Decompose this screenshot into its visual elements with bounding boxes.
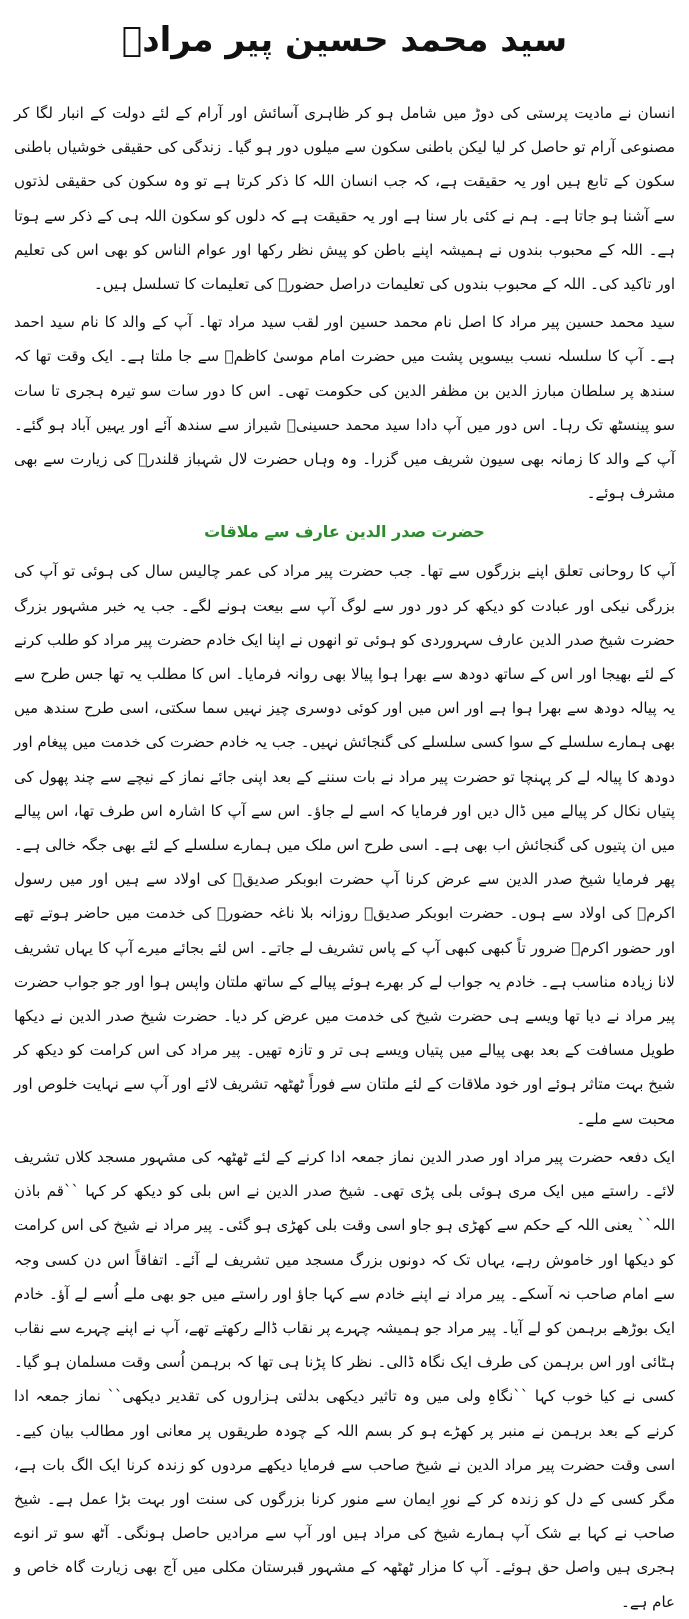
meeting-paragraph: آپ کا روحانی تعلق اپنے بزرگوں سے تھا۔ جب حضرت پیر مراد کی عمر چالیس سال کی ہوئی تو آپ کی بزرگی نیکی اور عبادت کو دیکھ کر دور دور سے لوگ آپ سے بیعت ہونے لگے۔ جب یہ خبر مشہور بزرگ حضرت شیخ صدر الدین عارف سہروردی کو ہوئی تو انھوں نے اپنا ایک خادم حضرت پیر مراد کو طلب کرنے کے لئے بھیجا اور اس کے ساتھ دودھ سے بھرا ہوا پیالا بھی روانہ فرمایا۔ اس کا مطلب یہ تھا جس طرح سے یہ پیالہ دودھ سے بھرا ہوا ہے اور اس میں اور کوئی دوسری چیز نہیں سما سکتی، اسی طرح سندھ میں بھی ہمارے سلسلے کے سوا کسی سلسلے کی گنجائش نہیں۔ جب یہ خادم حضرت کی خدمت میں پیغام اور دودھ کا پیالہ لے کر پہنچا تو حضرت پیر مراد نے بات سننے کے بعد اپنی جائے نماز کے نیچے سے چند پھول کی پتیاں نکال کر پیالے میں ڈال دیں اور فرمایا کہ اسے لے جاؤ۔ اس سے آپ کا اشارہ اس طرف تھا، اس پیالے میں ان پتیوں کی گنجائش اب بھی ہے۔ اسی طرح اس ملک میں ہمارے سلسلے کے لئے بھی جگہ خالی ہے۔ پھر فرمایا شیخ صدر الدین سے عرض کرنا آپ حضرت ابوبکر صدیقؓ کی اولاد سے ہیں اور میں رسول اکرمؐ کی اولاد سے ہوں۔ حضرت ابوبکر صدیقؓ روزانہ بلا ناغہ حضورؐ کی خدمت میں حاضر ہوتے تھے اور حضور اکرمؐ ضرور تاً کبھی کبھی آپ کے پاس تشریف لے جاتے۔ اس لئے بجائے میرے آپ کا یہاں تشریف لانا زیادہ مناسب ہے۔ خادم یہ جواب لے کر بھرے ہوئے پیالے کے ساتھ ملتان واپس ہوا اور جو جواب حضرت پیر مراد نے دیا تھا ویسے ہی حضرت شیخ کی خدمت میں عرض کر دیا۔ حضرت شیخ صدر الدین نے دیکھا طویل مسافت کے بعد بھی پیالے میں پتیاں ویسے ہی تر و تازہ تھیں۔ پیر مراد کی اس کرامت کو دیکھ کر شیخ بہت متاثر ہوئے اور خود ملاقات کے لئے ملتان سے فوراً ٹھٹھہ تشریف لائے اور آپ سے نہایت خلوص اور محبت سے ملے۔ [14, 562, 675, 1128]
intro-paragraph: انسان نے مادیت پرستی کی دوڑ میں شامل ہو کر ظاہری آسائش اور آرام کے لئے دولت کے انبار لگا کر مصنوعی آرام تو حاصل کر لیا لیکن باطنی سکون سے میلوں دور ہو گیا۔ زندگی کی حقیقی خوشیاں باطنی سکون کے تابع ہیں اور یہ حقیقت ہے، کہ جب انسان اللہ کا ذکر کرتا ہے تو وہ سکون کی حقیقی لذتوں سے آشنا ہو جاتا ہے۔ ہم نے کئی بار سنا ہے اور یہ حقیقت ہے کہ دلوں کو سکون اللہ ہی کے ذکر سے ہوتا ہے۔ اللہ کے محبوب بندوں نے ہمیشہ اپنے باطن کو پیش نظر رکھا اور عوام الناس کو بھی اس کی تعلیم اور تاکید کی۔ اللہ کے محبوب بندوں کی تعلیمات دراصل حضورؐ کی تعلیمات کا تسلسل ہیں۔ [14, 104, 675, 294]
section-heading: حضرت صدر الدین عارف سے ملاقات [204, 522, 485, 542]
conversion-paragraph: ایک دفعہ حضرت پیر مراد اور صدر الدین نماز جمعہ ادا کرنے کے لئے ٹھٹھہ کی مشہور مسجد کلاں تشریف لائے۔ راستے میں ایک مری ہوئی بلی پڑی تھی۔ شیخ صدر الدین نے اس بلی کو دیکھ کر کہا ``قم باذن اللہ`` یعنی اللہ کے حکم سے کھڑی ہو جاو اسی وقت بلی کھڑی ہو گئی۔ پیر مراد نے شیخ کی اس کرامت کو دیکھا اور خاموش رہے، یہاں تک کہ دونوں بزرگ مسجد میں تشریف لے آئے۔ اتفاقاً اس دن کسی وجہ سے امام صاحب نہ آسکے۔ پیر مراد نے اپنے خادم سے کہا جاؤ اور راستے میں جو بھی ملے اُسے لے آؤ۔ خادم ایک بوڑھے برہمن کو لے آیا۔ پیر مراد جو ہمیشہ چہرے پر نقاب ڈالے رکھتے تھے، آپ نے اپنے چہرے سے نقاب ہٹائی اور اس برہمن کی طرف ایک نگاہ ڈالی۔ نظر کا پڑنا ہی تھا کہ برہمن اُسی وقت مسلمان ہو گیا۔ کسی نے کیا خوب کہا ``نگاہِ ولی میں وہ تاثیر دیکھی بدلتی ہزاروں کی تقدیر دیکھی`` نماز جمعہ ادا کرنے کے بعد برہمن نے منبر پر کھڑے ہو کر بسم اللہ کے چودہ طریقوں پر معانی اور مطالب بیان کیے۔ اسی وقت حضرت پیر مراد الدین نے شیخ صاحب سے فرمایا دیکھے مردوں کو زندہ کرنا ایک الگ بات ہے، مگر کسی کے دل کو زندہ کر کے نورِ ایمان سے منور کرنا بزرگوں کی سنت اور بہت بڑا عمل ہے۔ شیخ صاحب نے کہا بے شک آپ ہمارے شیخ کی مراد ہیں اور آپ سے مرادیں حاصل ہونگی۔ آٹھ سو تر انوے ہجری ہیں واصل حق ہوئے۔ آپ کا مزار ٹھٹھہ کے مشہور قبرستان مکلی میں آج بھی زیارت گاہ خاص و عام ہے۔ [14, 1147, 675, 1611]
biography-paragraph: سید محمد حسین پیر مراد کا اصل نام محمد حسین اور لقب سید مراد تھا۔ آپ کے والد کا نام سید احمد ہے۔ آپ کا سلسلہ نسب بیسویں پشت میں حضرت امام موسیٰ کاظمؓ سے جا ملتا ہے۔ ایک وقت تھا کہ سندھ پر سلطان مبارز الدین بن مظفر الدین کی حکومت تھی۔ اس کا دور سات سو تیرہ ہجری تا سات سو پینسٹھ تک رہا۔ اس دور میں آپ دادا سید محمد حسینیؒ شیراز سے سندھ آئے اور یہیں آباد ہو گئے۔ آپ کے والد کا زمانہ بھی سیون شریف میں گزرا۔ وہ وہاں حضرت لال شہباز قلندرؒ کی زیارت سے بھی مشرف ہوئے۔ [14, 313, 675, 503]
article-title: سید محمد حسین پیر مرادؒ [121, 20, 568, 60]
